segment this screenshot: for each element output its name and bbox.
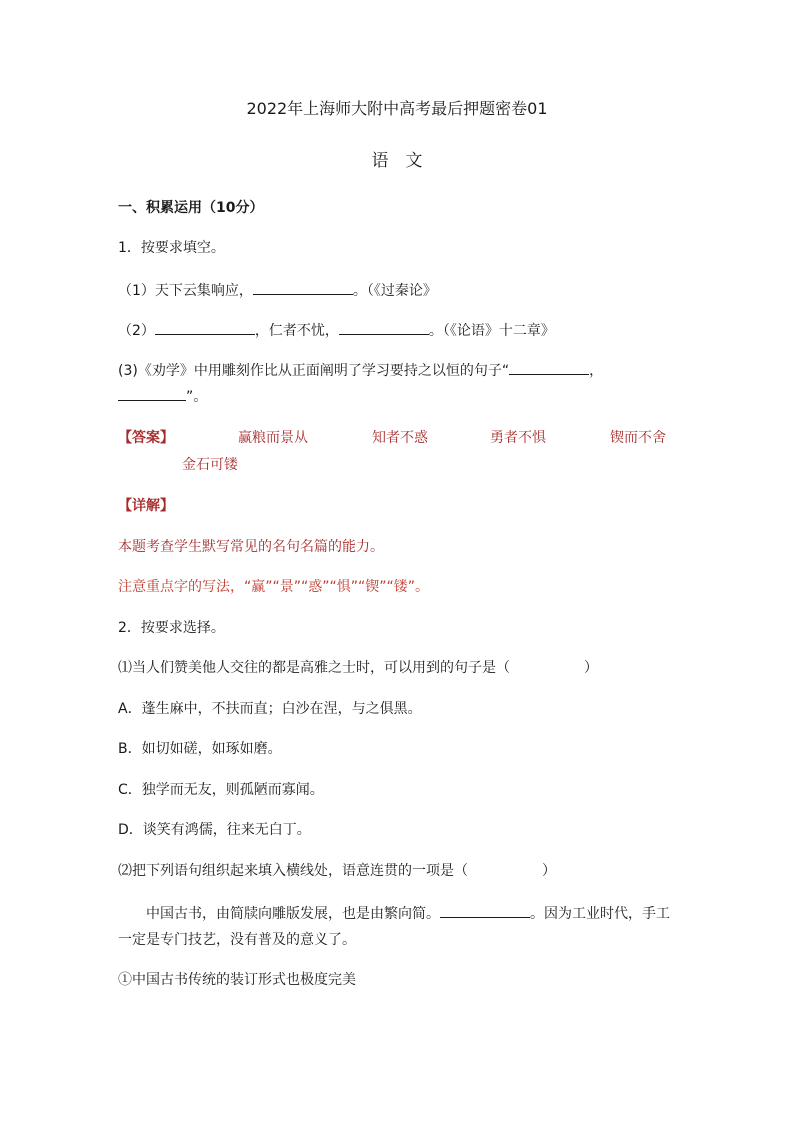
q1-part2-prefix: （2） (118, 323, 155, 339)
detail-text: 注意重点字的写法，“赢”“景”“惑”“惧”“锲”“镂”。 (118, 579, 430, 595)
q1-part1-text: （1）天下云集响应， (118, 283, 253, 299)
q1-prompt: 1．按要求填空。 (118, 240, 225, 256)
option-c: C．独学而无友，则孤陋而寡闻。 (118, 782, 324, 798)
q2-sub1-text: ⑴当人们赞美他人交往的都是高雅之士时，可以用到的句子是（ (118, 660, 510, 676)
passage-text: 中国古书，由简牍向雕版发展，也是由繁向简。 (146, 906, 440, 922)
section-heading: 一、积累运用（10分） (118, 200, 264, 216)
q1-part3-cont (118, 386, 207, 407)
fill-blank (155, 320, 255, 335)
q2-prompt: 2．按要求选择。 (118, 620, 225, 636)
q1-part3-comma: ， (589, 363, 604, 379)
answer-item: 勇者不惧 (490, 430, 546, 446)
q2-sub2-close: ） (542, 863, 556, 879)
q2-sub2 (118, 861, 556, 881)
q2-sub1-close: ） (584, 660, 598, 676)
q1-part1-source: 。（《过秦论》 (352, 283, 437, 299)
q2-sub1 (118, 658, 598, 678)
q2-sub2-text: ⑵把下列语句组织起来填入横线处，语意连贯的一项是（ (118, 863, 468, 879)
answer-item: 赢粮而景从 (238, 430, 308, 446)
fill-blank (440, 903, 530, 918)
option-a: A．蓬生麻中，不扶而直；白沙在涅，与之俱黑。 (118, 701, 422, 717)
answer-item: 知者不惑 (372, 430, 428, 446)
subject-title: 语 文 (371, 151, 423, 171)
answer-item: 锲而不舍 (610, 430, 666, 446)
passage-line (146, 903, 670, 924)
answer-item: 金石可镂 (182, 457, 238, 473)
fill-blank (118, 386, 186, 401)
q1-part2-source: 。（《论语》十二章》 (428, 323, 555, 339)
passage-line: 一定是专门技艺，没有普及的意义了。 (118, 932, 356, 948)
exam-title: 2022年上海师大附中高考最后押题密卷01 (246, 99, 548, 118)
fill-blank (339, 320, 429, 335)
detail-label: 【详解】 (118, 498, 174, 514)
option-d: D．谈笑有鸿儒，往来无白丁。 (118, 822, 311, 838)
passage-text: 。因为工业时代，手工 (530, 906, 670, 922)
answer-label: 【答案】 (118, 430, 174, 446)
q1-part3 (118, 360, 603, 381)
q1-part3-end: ”。 (186, 389, 208, 405)
q1-part2 (118, 320, 555, 341)
fill-blank (509, 360, 589, 375)
fill-blank (253, 280, 353, 295)
q1-part1 (118, 280, 437, 301)
q1-part2-middle: ，仁者不忧， (254, 323, 339, 339)
sentence-item: ①中国古书传统的装订形式也极度完美 (118, 972, 356, 988)
detail-text: 本题考查学生默写常见的名句名篇的能力。 (118, 539, 384, 555)
q1-part3-text: (3)《劝学》中用雕刻作比从正面阐明了学习要持之以恒的句子“ (118, 363, 510, 379)
option-b: B．如切如磋，如琢如磨。 (118, 741, 282, 757)
